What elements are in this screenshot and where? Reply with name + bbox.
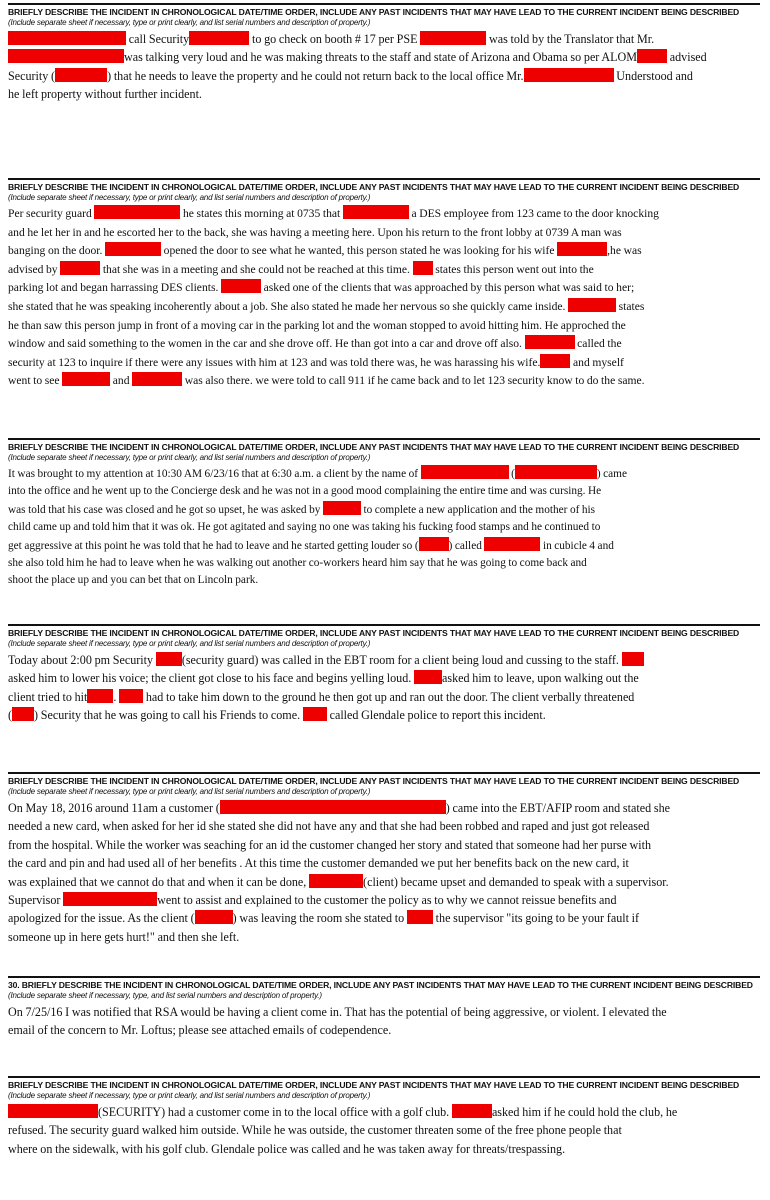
redaction <box>195 910 233 924</box>
section-header: 30. BRIEFLY DESCRIBE THE INCIDENT IN CHRONOLOGICAL DATE/TIME ORDER, INCLUDE ANY PAST INCIDENTS THAT MAY HAVE LEAD TO THE CURRENT INCIDENT BEING DESCRIBED (Include separate sheet if necessary, type, and list serial numbers and description of property.) <box>8 980 753 1000</box>
redaction <box>62 372 110 386</box>
redaction <box>60 261 100 275</box>
redaction <box>8 31 126 45</box>
section-header: BRIEFLY DESCRIBE THE INCIDENT IN CHRONOLOGICAL DATE/TIME ORDER, INCLUDE ANY PAST INCIDENTS THAT MAY HAVE LEAD TO THE CURRENT INCIDENT BEING DESCRIBED (Include separate sheet if necessary, type or print clearly, and list serial numbers and description of property.) <box>8 628 740 648</box>
redaction <box>420 31 486 45</box>
redaction <box>55 68 107 82</box>
redaction <box>413 261 433 275</box>
redaction <box>525 335 575 349</box>
incident-text: It was brought to my attention at 10:30 AM 6/23/16 that at 6:30 a.m. a client by the name of ( ) came into the office and he went up to the Concierge desk and he was not in a good mood complaining the entire time and was cursing. He was told that his case was closed and he got so upset, he was asked by to complete a new application and the mother of his child came up and told him that it was ok. He got agitated and saying no one was taking his fucking food stamps and he continued to get aggressive at this point he was told that he had to leave and he started getting louder so ( ) called in cubicle 4 and she also told him he had to leave when he was walking out another co-workers heard him say that he was going to come back and shoot the place up and you can bet that on Lincoln park. <box>8 465 760 590</box>
section-header: BRIEFLY DESCRIBE THE INCIDENT IN CHRONOLOGICAL DATE/TIME ORDER, INCLUDE ANY PAST INCIDENTS THAT MAY HAVE LEAD TO THE CURRENT INCIDENT BEING DESCRIBED (Include separate sheet if necessary, type or print clearly, and list serial numbers and description of property.) <box>8 182 740 202</box>
redaction <box>414 670 442 684</box>
section-header: BRIEFLY DESCRIBE THE INCIDENT IN CHRONOLOGICAL DATE/TIME ORDER, INCLUDE ANY PAST INCIDENTS THAT MAY HAVE LEAD TO THE CURRENT INCIDENT BEING DESCRIBED (Include separate sheet if necessary, type or print clearly, and list serial numbers and description of property.) <box>8 7 740 27</box>
redaction <box>94 205 180 219</box>
redaction <box>557 242 607 256</box>
incident-text: call Security to go check on booth # 17 per PSE was told by the Translator that Mr. was talking very loud and he was making threats to the staff and state of Arizona and Obama so per ALOM advised Security ( ) that he needs to leave the property and he could not return back to the local office Mr. Understood and he left property without further incident. <box>8 32 707 102</box>
incident-text: On May 18, 2016 around 11am a customer ( ) came into the EBT/AFIP room and stated she needed a new card, when asked for her id she stated she did not have any and that she had been robbed and raped and just got released from the hospital. While the worker was seaching for an id the customer changed her story and stated that someone had her purse with the card and pin and had used all of her benefits . At this time the customer demanded we put her benefits back on the new card, it was explained that we cannot do that and when it can be done, (client) became upset and demanded to speak with a supervisor. Supervisor went to assist and explained to the customer the policy as to why we cannot reissue benefits and apologized for the issue. As the client ( ) was leaving the room she stated to the supervisor "its going to be your fault if someone up in here gets hurt!" and then she left. <box>8 801 670 944</box>
incident-4 <box>8 624 760 725</box>
redaction <box>132 372 182 386</box>
incident-text: (SECURITY) had a customer come in to the local office with a golf club. asked him if he could hold the club, he refused. The security guard walked him outside. While he was outside, the customer threaten some of the free phone people that where on the sidewalk, with his golf club. Glendale police was called and he was taken away for threats/trespassing. <box>8 1105 678 1156</box>
section-header: BRIEFLY DESCRIBE THE INCIDENT IN CHRONOLOGICAL DATE/TIME ORDER, INCLUDE ANY PAST INCIDENTS THAT MAY HAVE LEAD TO THE CURRENT INCIDENT BEING DESCRIBED (Include separate sheet if necessary, type or print clearly, and list serial numbers and description of property.) <box>8 776 740 796</box>
redaction <box>309 874 363 888</box>
section-header: BRIEFLY DESCRIBE THE INCIDENT IN CHRONOLOGICAL DATE/TIME ORDER, INCLUDE ANY PAST INCIDENTS THAT MAY HAVE LEAD TO THE CURRENT INCIDENT BEING DESCRIBED (Include separate sheet if necessary, type or print clearly, and list serial numbers and description of property.) <box>8 1080 740 1100</box>
redaction <box>189 31 249 45</box>
incident-3 <box>8 438 760 590</box>
incident-7 <box>8 1076 760 1158</box>
section-rule <box>8 1076 760 1078</box>
incident-text: Per security guard he states this morning at 0735 that a DES employee from 123 came to the door knocking and he let her in and he escorted her to the back, she was having a meeting here. Upon his return to the front lobby at 0739 A man was banging on the door. opened the door to see what he wanted, this person stated he was looking for his wife ,he was advised by that she was in a meeting and she could not be reached at this time. states this person went out into the parking lot and began harrassing DES clients. asked one of the clients that was approached by this person what was said to her; she stated that he was speaking incoherently about a job. She also stated he made her nervous so she quickly came inside. states he than saw this person jump in front of a moving car in the parking lot and the woman stopped to avoid hitting him. He approched the window and said something to the women in the car and she drove off. He than got into a car and drove off also. called the security at 123 to inquire if there were any issues with him at 123 and was told there was, he was harassing his wife. and myself went to see and was also there. we were told to call 911 if he came back and to let 123 security know to do the same. <box>8 207 659 388</box>
section-rule <box>8 976 760 978</box>
section-header: BRIEFLY DESCRIBE THE INCIDENT IN CHRONOLOGICAL DATE/TIME ORDER, INCLUDE ANY PAST INCIDENTS THAT MAY HAVE LEAD TO THE CURRENT INCIDENT BEING DESCRIBED (Include separate sheet if necessary, type or print clearly, and list serial numbers and description of property.) <box>8 442 740 462</box>
redaction <box>221 279 261 293</box>
section-rule <box>8 178 760 180</box>
section-rule <box>8 438 760 440</box>
redaction <box>119 689 143 703</box>
redaction <box>568 298 616 312</box>
incident-5 <box>8 772 760 946</box>
redaction <box>8 1104 98 1118</box>
redaction <box>156 652 182 666</box>
redaction <box>12 707 34 721</box>
redaction <box>452 1104 492 1118</box>
redaction <box>343 205 409 219</box>
incident-text: Today about 2:00 pm Security (security guard) was called in the EBT room for a client being loud and cussing to the staff. asked him to lower his voice; the client got close to his face and begins yelling loud. asked him to leave, upon walking out the client tried to hit . had to take him down to the ground he then got up and ran out the door. The client verbally threatened ( ) Security that he was going to call his Friends to come. called Glendale police to report this incident. <box>8 651 760 725</box>
redaction <box>622 652 644 666</box>
incident-6 <box>8 976 760 1040</box>
redaction <box>323 501 361 515</box>
incident-1 <box>8 3 760 104</box>
redaction <box>105 242 161 256</box>
redaction <box>63 892 157 906</box>
redaction <box>540 354 570 368</box>
section-rule <box>8 624 760 626</box>
redaction <box>515 465 597 479</box>
redaction <box>637 49 667 63</box>
redaction <box>524 68 614 82</box>
redaction <box>421 465 509 479</box>
redaction <box>303 707 327 721</box>
redaction <box>407 910 433 924</box>
section-rule <box>8 3 760 5</box>
redaction <box>8 49 124 63</box>
redaction <box>484 537 540 551</box>
redaction <box>220 800 446 814</box>
redaction <box>419 537 449 551</box>
redaction <box>87 689 113 703</box>
section-rule <box>8 772 760 774</box>
incident-2 <box>8 178 760 391</box>
incident-text: On 7/25/16 I was notified that RSA would be having a client come in. That has the potential of being aggressive, or violent. I elevated the email of the concern to Mr. Loftus; please see attached emails of codependence. <box>8 1005 667 1038</box>
